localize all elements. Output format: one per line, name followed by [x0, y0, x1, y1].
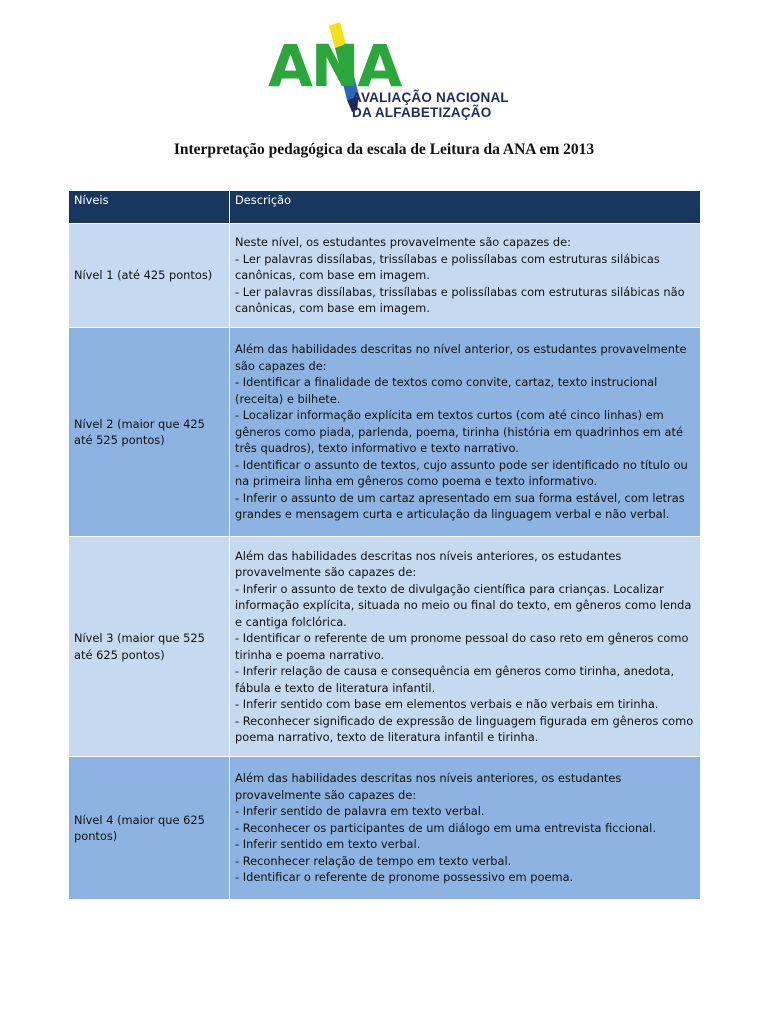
level-cell: Nível 2 (maior que 425 até 525 pontos) — [69, 328, 230, 537]
level-cell: Nível 3 (maior que 525 até 625 pontos) — [69, 537, 230, 757]
description-line: - Reconhecer significado de expressão de linguagem figurada em gêneros como poema narrativo, texto de literatura infantil e tirinha. — [235, 713, 694, 744]
description-line: - Identificar a finalidade de textos como convite, cartaz, texto instrucional (receita) e bilhete. — [235, 375, 658, 406]
description-line: - Identificar o referente de um pronome pessoal do caso reto em gêneros como tirinha e poema narrativo. — [235, 631, 689, 662]
description-line: Além das habilidades descritas nos níveis anteriores, os estudantes provavelmente são capazes de: — [235, 548, 622, 579]
description-line: Neste nível, os estudantes provavelmente são capazes de: — [235, 235, 571, 250]
level-cell: Nível 1 (até 425 pontos) — [69, 224, 230, 328]
table-row-level-4 — [69, 757, 701, 900]
levels-table — [68, 190, 701, 900]
header-levels: Níveis — [69, 191, 230, 224]
table-header-row — [69, 191, 701, 224]
description-line: Além das habilidades descritas nos níveis anteriores, os estudantes provavelmente são capazes de: — [235, 771, 622, 802]
description-line: - Localizar informação explícita em textos curtos (com até cinco linhas) em gêneros como piada, parlenda, poema, tirinha (história em quadrinhos em até três quadros), texto informativo e texto narrativo. — [235, 408, 683, 456]
description-line: - Reconhecer os participantes de um diálogo em uma entrevista ficcional. — [235, 820, 656, 835]
description-cell — [230, 757, 701, 900]
description-line: - Inferir sentido em texto verbal. — [235, 837, 421, 852]
description-line: - Reconhecer relação de tempo em texto verbal. — [235, 853, 512, 868]
logo-subtitle-line-1: AVALIAÇÃO NACIONAL — [352, 90, 509, 105]
level-cell: Nível 4 (maior que 625 pontos) — [69, 757, 230, 900]
description-line: - Ler palavras dissílabas, trissílabas e polissílabas com estruturas silábicas não canônicas, com base em imagem. — [235, 284, 685, 316]
description-cell — [230, 328, 701, 537]
description-line: - Inferir sentido de palavra em texto verbal. — [235, 804, 485, 819]
logo-subtitle-line-2: DA ALFABETIZAÇÃO — [352, 105, 492, 120]
description-line: - Inferir relação de causa e consequência em gêneros como tirinha, anedota, fábula e texto de literatura infantil. — [235, 664, 675, 695]
table-row-level-2 — [69, 328, 701, 537]
description-cell — [230, 537, 701, 757]
description-line: - Inferir o assunto de texto de divulgação científica para crianças. Localizar informação explícita, situada no meio ou final do texto, em gêneros como lenda e cantiga folclórica. — [235, 581, 692, 629]
description-line: Além das habilidades descritas no nível anterior, os estudantes provavelmente são capazes de: — [235, 342, 687, 373]
document-title: Interpretação pedagógica da escala de Leitura da ANA em 2013 — [173, 141, 595, 158]
svg-text:ANA: ANA — [268, 32, 401, 100]
description-line: - Identificar o referente de pronome possessivo em poema. — [235, 870, 574, 885]
description-line: - Inferir sentido com base em elementos verbais e não verbais em tirinha. — [235, 697, 659, 711]
description-line: - Ler palavras dissílabas, trissílabas e polissílabas com estruturas silábicas canônicas, com base em imagem. — [235, 251, 660, 283]
table-row-level-3 — [69, 537, 701, 757]
description-line: - Identificar o assunto de textos, cujo assunto pode ser identificado no título ou na primeira linha em gêneros como poema e texto informativo. — [235, 457, 688, 489]
ana-logo — [266, 20, 509, 124]
header-description: Descrição — [230, 191, 701, 224]
description-line: - Inferir o assunto de um cartaz apresentado em sua forma estável, com letras grandes e mensagem curta e articulação da linguagem verbal e não verbal. — [235, 490, 685, 522]
description-cell — [230, 224, 701, 328]
table-row-level-1 — [69, 224, 701, 328]
